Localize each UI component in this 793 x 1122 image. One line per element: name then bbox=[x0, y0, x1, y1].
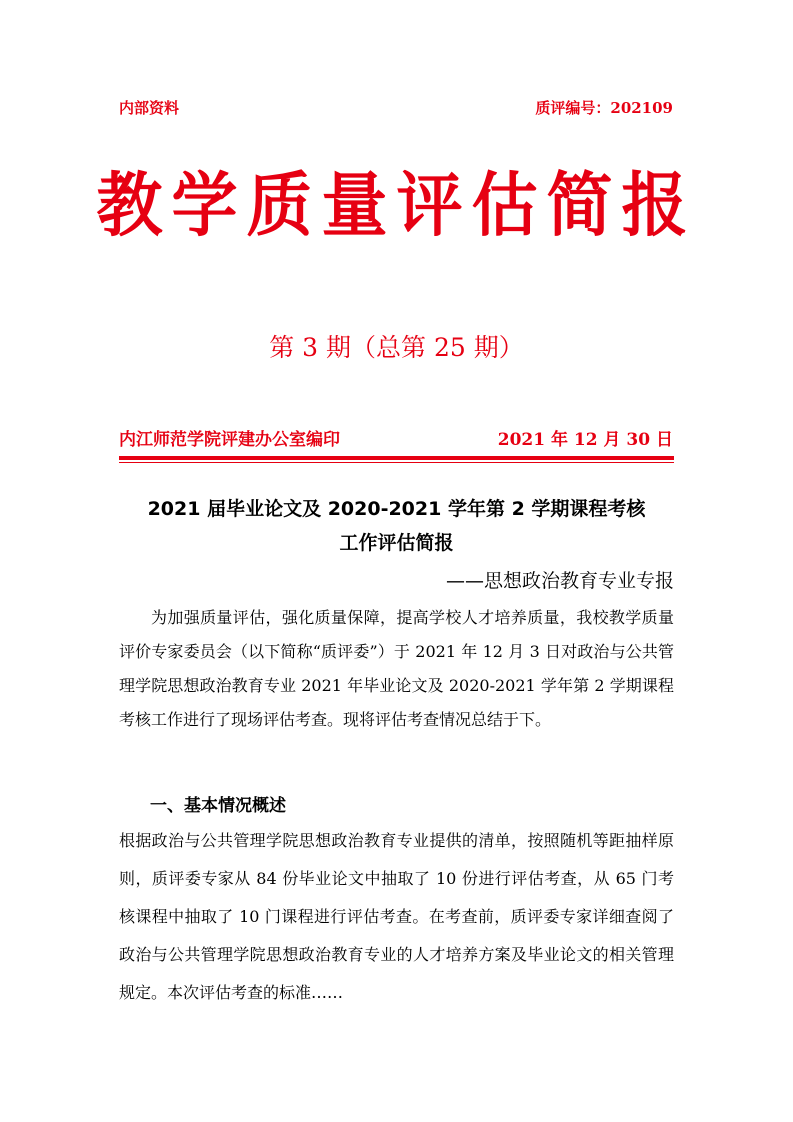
publisher-name: 内江师范学院评建办公室编印 bbox=[119, 430, 340, 450]
header-divider-thick bbox=[119, 456, 674, 460]
classification-label: 内部资料 bbox=[119, 99, 180, 117]
article-title bbox=[119, 492, 674, 560]
section-heading: 一、基本情况概述 bbox=[150, 796, 286, 816]
body-paragraph: 根据政治与公共管理学院思想政治教育专业提供的清单，按照随机等距抽样原则，质评委专家从 84 份毕业论文中抽取了 10 份进行评估考查，从 65 门考核课程中抽取了 10 门课程进行评估考查。在考查前，质评委专家详细查阅了政治与公共管理学院思想政治教育专业的人才培养方案及毕业论文的相关管理规定。本次评估考查的标准…… bbox=[119, 831, 674, 1002]
publication-date: 2021 年 12 月 30 日 bbox=[497, 430, 673, 450]
masthead-title: 教学质量评估简报 bbox=[96, 165, 697, 246]
article-subtitle: ——思想政治教育专业专报 bbox=[445, 570, 674, 592]
serial-number: 质评编号：202109 bbox=[535, 99, 673, 117]
article-title-line1: 2021 届毕业论文及 2020-2021 学年第 2 学期课程考核 bbox=[147, 498, 646, 520]
intro-paragraph: 为加强质量评估，强化质量保障，提高学校人才培养质量，我校教学质量评价专家委员会（以下简称“质评委”）于 2021 年 12 月 3 日对政治与公共管理学院思想政治教育专业 2021 年毕业论文及 2020-2021 学年第 2 学期课程考核工作进行了现场评估考查。现将评估考查情况总结于下。 bbox=[119, 608, 674, 729]
issue-number: 第 3 期（总第 25 期） bbox=[269, 333, 524, 362]
article-title-line2: 工作评估简报 bbox=[339, 532, 454, 554]
header-divider-thin bbox=[119, 462, 674, 463]
